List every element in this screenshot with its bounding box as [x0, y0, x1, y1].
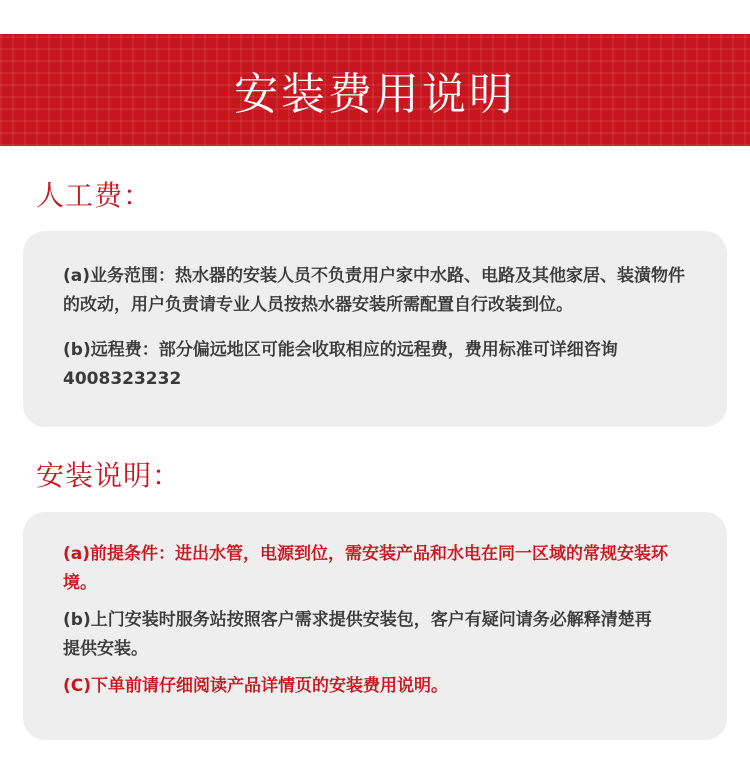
- install-card: [23, 512, 727, 740]
- header-banner: [0, 34, 750, 146]
- labor-item-remote-fee: (b)远程费：部分偏远地区可能会收取相应的远程费，费用标准可详细咨询4008323232: [63, 340, 618, 389]
- install-item-onsite: (b)上门安装时服务站按照客户需求提供安装包，客户有疑问请务必解释清楚再提供安装。: [63, 610, 652, 659]
- install-item-notice: (C)下单前请仔细阅读产品详情页的安装费用说明。: [63, 676, 449, 696]
- install-item-precondition: (a)前提条件：进出水管，电源到位，需安装产品和水电在同一区域的常规安装环境。: [63, 544, 669, 593]
- labor-card: [23, 231, 727, 427]
- labor-section-title: 人工费：: [36, 179, 153, 212]
- page-title: 安装费用说明: [234, 69, 516, 120]
- labor-item-scope: (a)业务范围：热水器的安装人员不负责用户家中水路、电路及其他家居、装潢物件的改动，用户负责请专业人员按热水器安装所需配置自行改装到位。: [63, 266, 686, 315]
- install-section-title: 安装说明：: [36, 459, 182, 492]
